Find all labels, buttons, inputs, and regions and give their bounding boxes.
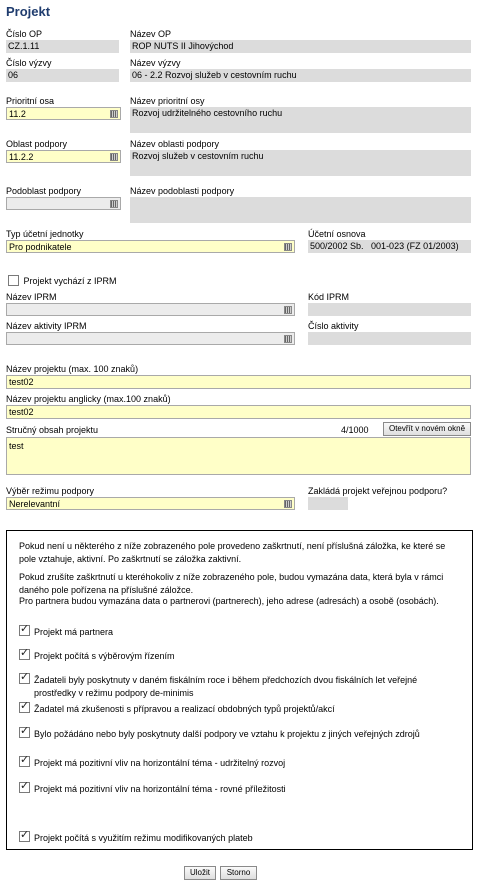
iprm-checkbox-row[interactable]	[8, 275, 117, 286]
picker-icon[interactable]	[110, 110, 118, 118]
open-new-window-button[interactable]: Otevřít v novém okně	[383, 422, 471, 436]
kod-iprm-value	[308, 303, 471, 316]
dalsi-podpory-checkbox-label: Bylo požádáno nebo byly poskytnuty další podpory ve vztahu k projektu z jiných veřejných zdrojů	[34, 729, 420, 739]
picker-icon[interactable]	[110, 200, 118, 208]
nazev-iprm-label: Název IPRM	[6, 292, 57, 302]
nazev-oblasti-podpory-value: Rozvoj služeb v cestovním ruchu	[130, 150, 471, 176]
nazev-op-value: ROP NUTS II Jihovýchod	[130, 40, 471, 53]
picker-icon[interactable]	[110, 153, 118, 161]
cislo-op-label: Číslo OP	[6, 29, 43, 39]
podoblast-podpory-label: Podoblast podpory	[6, 186, 82, 196]
dalsi-podpory-checkbox[interactable]	[19, 727, 30, 738]
picker-icon[interactable]	[284, 243, 292, 251]
vyber-rezimu-value: Nerelevantní	[9, 499, 61, 509]
typ-ucetni-jednotky-field[interactable]	[6, 240, 295, 253]
nazev-iprm-field[interactable]	[6, 303, 295, 316]
checkbox-row-vyberove-rizeni[interactable]	[19, 649, 459, 663]
prioritni-osa-field[interactable]	[6, 107, 121, 120]
modifikovane-platby-checkbox[interactable]	[19, 831, 30, 842]
nazev-prioritni-osy-value: Rozvoj udržitelného cestovního ruchu	[130, 107, 471, 133]
oblast-podpory-value: 11.2.2	[9, 152, 34, 162]
checkbox-row-udrzitelny-rozvoj[interactable]	[19, 756, 459, 770]
vyberove-rizeni-checkbox-label: Projekt počítá s výběrovým řízením	[34, 651, 175, 661]
nazev-podoblasti-podpory-label: Název podoblasti podpory	[130, 186, 235, 196]
cancel-button[interactable]: Storno	[220, 866, 257, 880]
checkbox-row-rovne-prilezitosti[interactable]	[19, 782, 459, 796]
nazev-vyzvy-value: 06 - 2.2 Rozvoj služeb v cestovním ruchu	[130, 69, 471, 82]
rovne-prilezitosti-checkbox-label: Projekt má pozitivní vliv na horizontální téma - rovné příležitosti	[34, 784, 286, 794]
strucny-obsah-label: Stručný obsah projektu	[6, 425, 99, 435]
typ-ucetni-jednotky-label: Typ účetní jednotky	[6, 229, 84, 239]
checkbox-row-de-minimis[interactable]	[19, 673, 459, 699]
save-button[interactable]: Uložit	[184, 866, 216, 880]
nazev-projektu-input[interactable]: test02	[6, 375, 471, 389]
checkbox-row-modifikovane-platby[interactable]	[19, 831, 459, 845]
vyber-rezimu-label: Výběr režimu podpory	[6, 486, 95, 496]
udrzitelny-rozvoj-checkbox[interactable]	[19, 756, 30, 767]
verejna-podpora-label: Zakládá projekt veřejnou podporu?	[308, 486, 448, 496]
nazev-aktivity-iprm-field[interactable]	[6, 332, 295, 345]
partner-checkbox-label: Projekt má partnera	[34, 627, 114, 637]
vyber-rezimu-field[interactable]	[6, 497, 295, 510]
checkbox-row-dalsi-podpory[interactable]	[19, 727, 459, 741]
ucetni-osnova-value: 500/2002 Sb. 001-023 (FZ 01/2003)	[308, 240, 471, 253]
nazev-projektu-label: Název projektu (max. 100 znaků)	[6, 364, 139, 374]
nazev-op-label: Název OP	[130, 29, 172, 39]
cislo-vyzvy-label: Číslo výzvy	[6, 58, 52, 68]
nazev-podoblasti-podpory-value	[130, 197, 471, 223]
cislo-aktivity-label: Číslo aktivity	[308, 321, 359, 331]
vyberove-rizeni-checkbox[interactable]	[19, 649, 30, 660]
nazev-projektu-anglicky-input[interactable]: test02	[6, 405, 471, 419]
prioritni-osa-label: Prioritní osa	[6, 96, 55, 106]
nazev-vyzvy-label: Název výzvy	[130, 58, 181, 68]
zkusenosti-checkbox[interactable]	[19, 702, 30, 713]
de-minimis-checkbox-label: Žadateli byly poskytnuty v daném fiskálním roce i během předchozích dvou fiskálních let veřejné prostředky v režimu podpory de-minimis	[34, 675, 418, 698]
ucetni-osnova-label: Účetní osnova	[308, 229, 366, 239]
kod-iprm-label: Kód IPRM	[308, 292, 350, 302]
checkbox-row-partner[interactable]	[19, 625, 459, 639]
strucny-obsah-counter: 4/1000	[341, 425, 369, 435]
page-title: Projekt	[6, 4, 51, 19]
checkbox-row-zkusenosti[interactable]	[19, 702, 459, 716]
sections-box	[6, 530, 473, 850]
strucny-obsah-textarea[interactable]: test	[6, 437, 471, 475]
picker-icon[interactable]	[284, 500, 292, 508]
info-paragraph-1: Pokud není u některého z níže zobrazeného pole provedeno zaškrtnutí, není příslušná záložka, ke které se pole vztahuje, aktivní. Po zaškrtnutí se záložka zaktivní.	[19, 541, 446, 564]
de-minimis-checkbox[interactable]	[19, 673, 30, 684]
podoblast-podpory-field[interactable]	[6, 197, 121, 210]
zkusenosti-checkbox-label: Žadatel má zkušenosti s přípravou a realizací obdobných typů projektů/akcí	[34, 704, 335, 714]
oblast-podpory-label: Oblast podpory	[6, 139, 68, 149]
prioritni-osa-value: 11.2	[9, 109, 26, 119]
cislo-vyzvy-value: 06	[6, 69, 119, 82]
picker-icon[interactable]	[284, 335, 292, 343]
nazev-prioritni-osy-label: Název prioritní osy	[130, 96, 205, 106]
cislo-op-value: CZ.1.11	[6, 40, 119, 53]
modifikovane-platby-checkbox-label: Projekt počítá s využitím režimu modifikovaných plateb	[34, 833, 253, 843]
nazev-projektu-anglicky-label: Název projektu anglicky (max.100 znaků)	[6, 394, 171, 404]
info-paragraph-3: Pro partnera budou vymazána data o partnerovi (partnerech), jeho adrese (adresách) a osobě (osobách).	[19, 596, 439, 606]
udrzitelny-rozvoj-checkbox-label: Projekt má pozitivní vliv na horizontální téma - udržitelný rozvoj	[34, 758, 286, 768]
iprm-checkbox-label: Projekt vychází z IPRM	[23, 275, 117, 286]
rovne-prilezitosti-checkbox[interactable]	[19, 782, 30, 793]
nazev-oblasti-podpory-label: Název oblasti podpory	[130, 139, 220, 149]
typ-ucetni-jednotky-value: Pro podnikatele	[9, 242, 72, 252]
oblast-podpory-field[interactable]	[6, 150, 121, 163]
cislo-aktivity-value	[308, 332, 471, 345]
info-paragraph-2: Pokud zrušíte zaškrtnutí u kteréhokoliv z níže zobrazeného pole, budou vymazána data, která byla v rámci daného pole pořízena na příslušné záložce.	[19, 572, 444, 595]
iprm-checkbox[interactable]	[8, 275, 19, 286]
nazev-aktivity-iprm-label: Název aktivity IPRM	[6, 321, 87, 331]
partner-checkbox[interactable]	[19, 625, 30, 636]
verejna-podpora-value	[308, 497, 348, 510]
picker-icon[interactable]	[284, 306, 292, 314]
